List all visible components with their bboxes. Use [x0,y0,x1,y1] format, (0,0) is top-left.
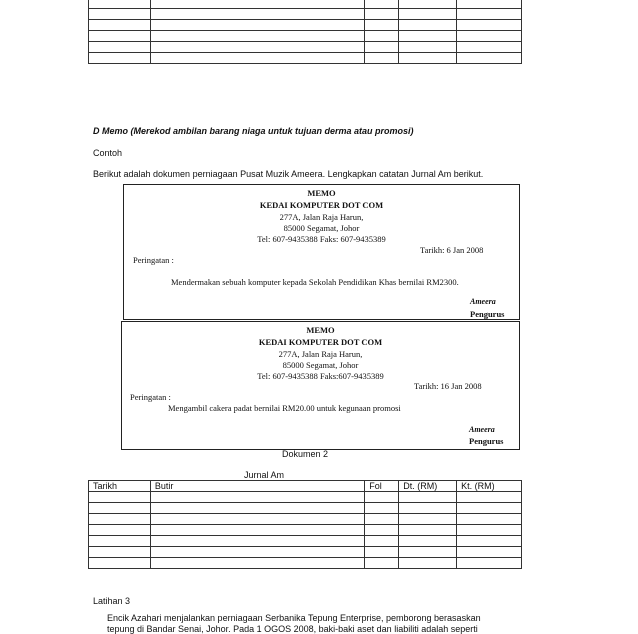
latihan-heading: Latihan 3 [93,596,131,606]
memo-peringatan: Peringatan : [130,392,171,402]
table-row [89,492,522,503]
memo-date: Tarikh: 6 Jan 2008 [420,245,484,255]
memo-company: KEDAI KOMPUTER DOT COM [258,337,383,347]
table-row [89,53,522,64]
memo-peringatan: Peringatan : [133,255,174,265]
latihan-text-line-2: tepung di Bandar Senai, Johor. Pada 1 OGOS 2008, baki-baki aset dan liabiliti adalah seperti [107,624,478,634]
col-tarikh: Tarikh [89,481,151,492]
jurnal-title: Jurnal Am [244,470,285,480]
table-row [89,558,522,569]
memo-address-line-1: 277A, Jalan Raja Harun, [278,349,363,359]
memo-title: MEMO [306,325,335,335]
col-debit: Dt. (RM) [399,481,457,492]
top-table [88,0,522,64]
intro-text: Berikut adalah dokumen perniagaan Pusat Muzik Ameera. Lengkapkan catatan Jurnal Am berikut. [93,169,484,179]
memo-title: MEMO [307,188,336,198]
table-row [89,525,522,536]
table-row [89,503,522,514]
table-row [89,547,522,558]
memo-address-line-2: 85000 Segamat, Johor [282,360,359,370]
dokumen-label: Dokumen 2 [282,449,329,459]
memo-signature: Ameera [469,425,495,434]
memo-signer-title: Pengurus [469,436,504,446]
table-row [89,514,522,525]
table-row [89,536,522,547]
memo-address-line-2: 85000 Segamat, Johor [283,223,360,233]
table-row [89,20,522,31]
memo-signature: Ameera [470,297,496,306]
table-row [89,9,522,20]
col-butir: Butir [150,481,364,492]
memo-signer-title: Pengurus [470,309,505,319]
memo-address-line-1: 277A, Jalan Raja Harun, [279,212,364,222]
memo-2 [121,321,520,450]
latihan-text-line-1: Encik Azahari menjalankan perniagaan Serbanika Tepung Enterprise, pemborong berasaskan [107,613,481,623]
table-row [89,0,522,9]
section-heading: D Memo (Merekod ambilan barang niaga untuk tujuan derma atau promosi) [93,126,414,136]
memo-phone: Tel: 607-9435388 Faks: 607-9435389 [257,234,386,244]
memo-message: Mengambil cakera padat bernilai RM20.00 untuk kegunaan promosi [168,403,401,413]
col-kredit: Kt. (RM) [457,481,522,492]
table-row [89,31,522,42]
memo-message: Mendermakan sebuah komputer kepada Sekolah Pendidikan Khas bernilai RM2300. [171,277,459,287]
memo-company: KEDAI KOMPUTER DOT COM [259,200,384,210]
table-header-row [89,481,522,492]
jurnal-table [88,480,522,569]
col-fol: Fol [365,481,399,492]
contoh-label: Contoh [93,148,123,158]
memo-1 [123,184,520,320]
table-row [89,42,522,53]
memo-phone: Tel: 607-9435388 Faks:607-9435389 [257,371,384,381]
memo-date: Tarikh: 16 Jan 2008 [414,381,482,391]
